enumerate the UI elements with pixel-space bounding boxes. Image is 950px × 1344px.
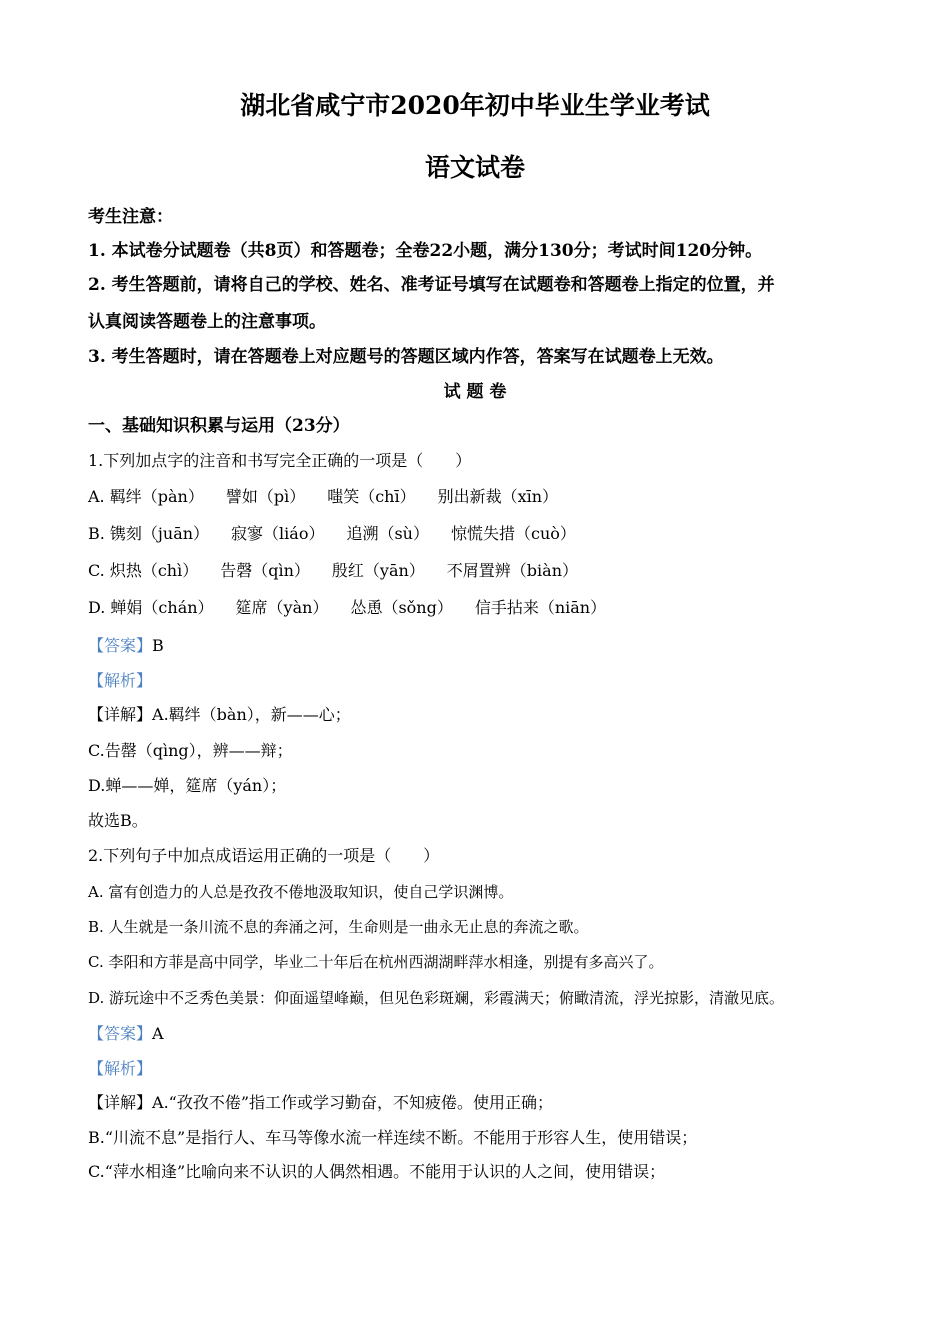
q1-option-c: [88, 560, 600, 582]
q1-answer: [88, 635, 164, 657]
q1-option-b-4: 惊慌失措（cuò）: [451, 524, 576, 543]
q1-option-d-1: D. 蝉娟（chán）: [88, 598, 214, 617]
notice-item-2: 2. 考生答题前，请将自己的学校、姓名、准考证号填写在试题卷和答题卷上指定的位置，并: [88, 275, 775, 295]
q1-option-b-3: 追溯（sù）: [346, 524, 429, 543]
q1-option-a-4: 别出新裁（xīn）: [437, 487, 559, 506]
q1-option-a: [88, 486, 580, 508]
exam-subtitle: 语文试卷: [424, 153, 525, 182]
q2-detail-text-1: A.“孜孜不倦”指工作或学习勤奋，不知疲倦。使用正确；: [152, 1093, 554, 1112]
q1-option-b-2: 寂寥（liáo）: [231, 524, 325, 543]
notice-item-1: 1. 本试卷分试题卷（共8页）和答题卷；全卷22小题，满分130分；考试时间120分钟。: [88, 241, 763, 261]
q1-detail-2: C.告罄（qìng），辨——辩；: [88, 741, 293, 760]
q1-option-c-3: 殷红（yān）: [331, 561, 425, 580]
q2-option-d: D. 游玩途中不乏秀色美景：仰面遥望峰巅，但见色彩斑斓，彩霞满天；俯瞰清流，浮光掠影，清澈见底。: [88, 989, 785, 1007]
notice-item-2-cont: 认真阅读答题卷上的注意事项。: [88, 312, 326, 332]
q1-answer-value: B: [152, 636, 164, 655]
q1-option-c-1: C. 炽热（chì）: [88, 561, 199, 580]
q1-option-c-2: 告磬（qìn）: [220, 561, 310, 580]
q2-answer-value: A: [152, 1024, 164, 1043]
q1-option-a-1: A. 羁绊（pàn）: [88, 487, 204, 506]
q1-detail-tag: 【详解】: [88, 705, 153, 724]
q1-answer-tag: 【答案】: [88, 636, 153, 655]
q1-option-a-3: 嗤笑（chī）: [327, 487, 416, 506]
q1-option-b-1: B. 镌刻（juān）: [88, 524, 210, 543]
part-one-heading: 一、基础知识积累与运用（23分）: [88, 416, 350, 436]
notice-heading: 考生注意：: [88, 207, 173, 227]
q2-detail-3: C.“萍水相逢”比喻向来不认识的人偶然相遇。不能用于认识的人之间，使用错误；: [88, 1162, 666, 1181]
q2-option-c: C. 李阳和方菲是高中同学，毕业二十年后在杭州西湖湖畔萍水相逢，别提有多高兴了。: [88, 953, 664, 971]
q2-answer-tag: 【答案】: [88, 1024, 153, 1043]
q2-option-b: B. 人生就是一条川流不息的奔涌之河，生命则是一曲永无止息的奔流之歌。: [88, 918, 589, 936]
section-label: 试 题 卷: [443, 382, 507, 402]
q2-stem: 2.下列句子中加点成语运用正确的一项是（ ）: [88, 846, 440, 865]
q1-option-d: [88, 597, 628, 619]
q1-detail-3: D.蝉——婵，筵席（yán）；: [88, 776, 287, 795]
q1-option-d-3: 怂恿（sǒng）: [350, 598, 453, 617]
q1-option-c-4: 不屑置辨（biàn）: [446, 561, 579, 580]
q2-detail-tag: 【详解】: [88, 1093, 153, 1112]
q1-option-a-2: 譬如（pì）: [225, 487, 306, 506]
q1-analysis-tag: 【解析】: [88, 671, 153, 690]
q2-answer: [88, 1023, 164, 1045]
q1-detail-1: [88, 704, 351, 726]
q1-stem: 1.下列加点字的注音和书写完全正确的一项是（ ）: [88, 451, 472, 470]
q1-option-d-2: 筵席（yàn）: [235, 598, 329, 617]
exam-title: 湖北省咸宁市2020年初中毕业生学业考试: [240, 91, 710, 120]
q1-detail-text-1: A.羁绊（bàn），新——心；: [152, 705, 351, 724]
q1-detail-4: 故选B。: [88, 811, 148, 830]
q2-detail-2: B.“川流不息”是指行人、车马等像水流一样连续不断。不能用于形容人生，使用错误；: [88, 1128, 698, 1147]
q2-option-a: A. 富有创造力的人总是孜孜不倦地汲取知识，使自己学识渊博。: [88, 883, 514, 901]
notice-item-3: 3. 考生答题时，请在答题卷上对应题号的答题区域内作答，答案写在试题卷上无效。: [88, 347, 724, 367]
q1-option-d-4: 信手拈来（niān）: [474, 598, 607, 617]
q2-analysis-tag: 【解析】: [88, 1059, 153, 1078]
q1-option-b: [88, 523, 598, 545]
q2-detail-1: [88, 1092, 553, 1114]
